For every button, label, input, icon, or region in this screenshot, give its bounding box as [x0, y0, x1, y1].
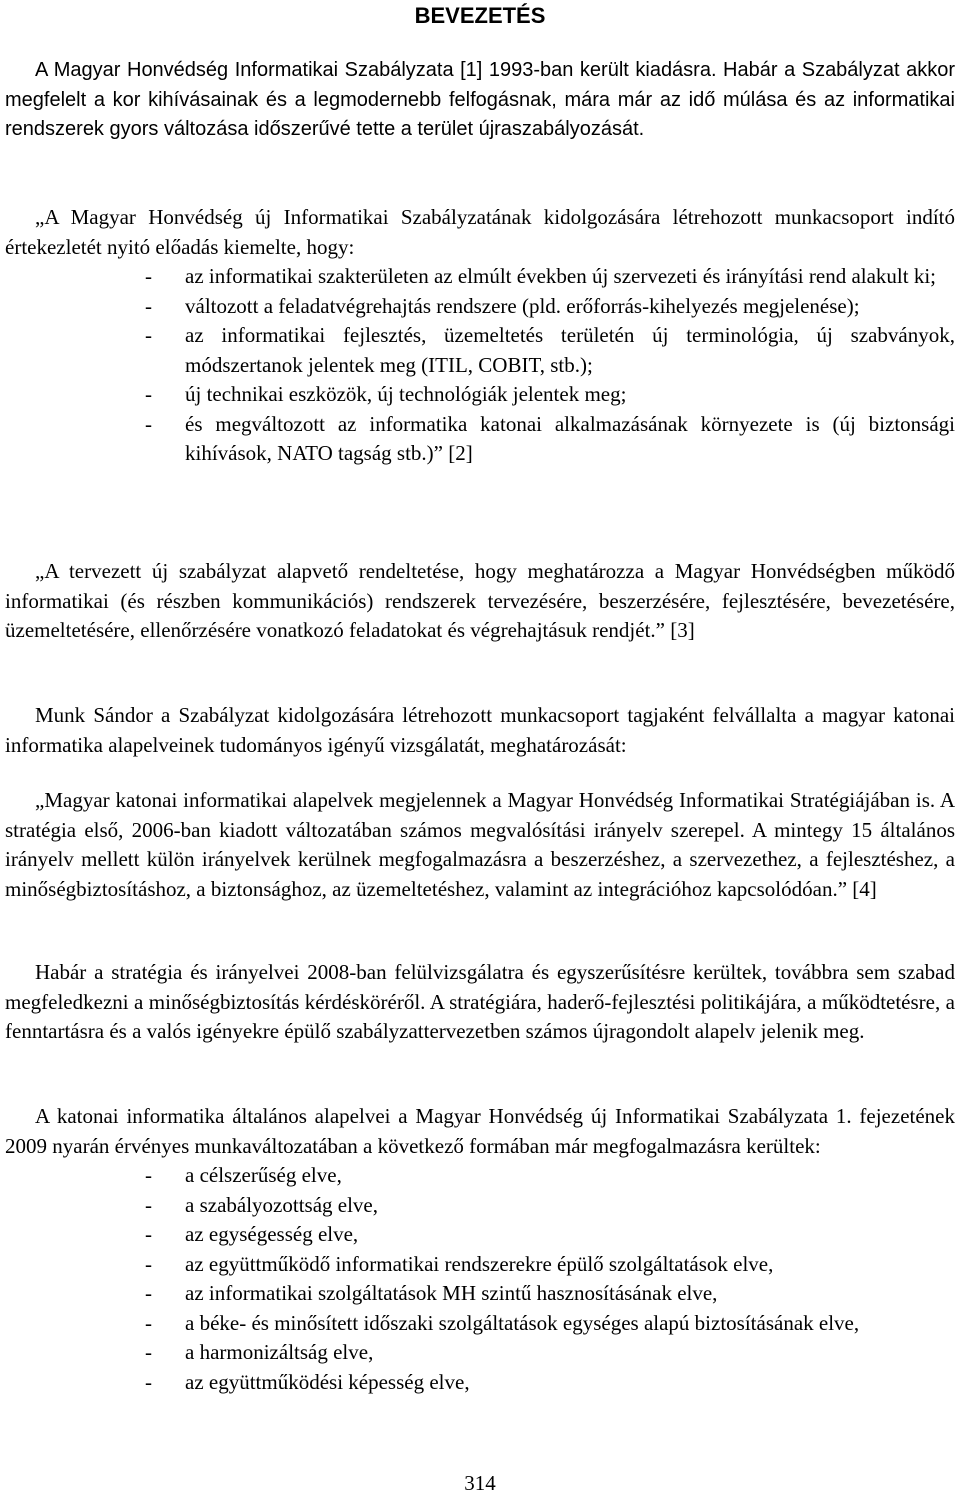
dash-marker: -	[145, 1163, 152, 1187]
list-item	[5, 1279, 955, 1309]
dash-marker: -	[145, 411, 152, 436]
quote3-block	[5, 786, 955, 904]
para-2008-block	[5, 958, 955, 1047]
list-item	[5, 1338, 955, 1368]
list-item-text: új technikai eszközök, új technológiák jelentek meg;	[185, 382, 627, 406]
list-item-text: a szabályozottság elve,	[185, 1192, 378, 1217]
page-number: 314	[464, 1471, 496, 1495]
munk-paragraph: Munk Sándor a Szabályzat kidolgozására létrehozott munkacsoport tagjaként felvállalta a magyar katonai informatika alapelveinek tudományos igényű vizsgálatát, meghatározását:	[5, 703, 955, 757]
dash-marker: -	[145, 382, 152, 406]
intro-paragraph: A Magyar Honvédség Informatikai Szabályzata [1] 1993-ban került kiadásra. Habár a Szabályzat akkor megfelelt a kor kihívásainak és a legmodernebb felfogásnak, mára már az idő múlása és az informatikai rendszerek gyors változása időszerűvé tette a terület újraszabályozását.	[5, 59, 955, 140]
list-item	[5, 1220, 955, 1250]
quote3-paragraph: „Magyar katonai informatikai alapelvek megjelennek a Magyar Honvédség Informatikai Stratégiájában is. A stratégia első, 2006-ban kiadott változatában számos megvalósítási irányelv szerepel. A mintegy 15 általános irányelv mellett külön irányelvek kerülnek megfogalmazásra a beszerzéshez, a szervezethez, a fejlesztéshez, a minőségbiztosításhoz, a biztonsághoz, az üzemeltetéshez, valamint az integrációhoz kapcsolódóan.” [4]	[5, 788, 955, 901]
list-item	[5, 1250, 955, 1280]
list-item-text: a célszerűség elve,	[185, 1163, 342, 1187]
dash-marker: -	[145, 1251, 152, 1276]
dash-marker: -	[145, 1310, 152, 1335]
section-heading: BEVEZETÉS	[414, 3, 546, 28]
dash-marker: -	[145, 323, 152, 347]
list-item	[5, 410, 955, 469]
dash-marker: -	[145, 264, 152, 288]
list-item-text: az informatikai szolgáltatások MH szintű hasznosításának elve,	[185, 1281, 718, 1305]
dash-marker: -	[145, 1192, 152, 1217]
list-item-text: és megváltozott az informatika katonai alkalmazásának környezete is (új biztonsági kihívások, NATO tagság stb.)” [2]	[185, 411, 955, 465]
list-item	[5, 1191, 955, 1221]
para-2008: Habár a stratégia és irányelvei 2008-ban felülvizsgálatra és egyszerűsítésre kerültek, továbbra sem szabad megfeledkezni a minőségbiztosítás kérdésköréről. A stratégiára, haderő-fejlesztési politikájára, a működtetésre, a fenntartásra és a valós igényekre épülő szabályzattervezetben számos újragondolt alapelv jelenik meg.	[5, 960, 955, 1043]
para-2009: A katonai informatika általános alapelvei a Magyar Honvédség új Informatikai Szabályzata 1. fejezetének 2009 nyarán érvényes munkaváltozatában a következő formában már megfogalmazásra kerültek:	[5, 1104, 955, 1158]
list-item-text: az informatikai szakterületen az elmúlt években új szervezeti és irányítási rend alakult ki;	[185, 264, 937, 288]
principles-block	[5, 1102, 955, 1397]
dash-marker: -	[145, 1281, 152, 1305]
dash-marker: -	[145, 293, 152, 318]
dash-marker: -	[145, 1222, 152, 1246]
dash-marker: -	[145, 1340, 152, 1364]
list-item-text: változott a feladatvégrehajtás rendszere (pld. erőforrás-kihelyezés megjelenése);	[185, 293, 860, 318]
dash-marker: -	[145, 1369, 152, 1394]
list-item	[5, 262, 955, 292]
list-item	[5, 380, 955, 410]
intro-block	[5, 56, 955, 145]
quote2-paragraph: „A tervezett új szabályzat alapvető rendeltetése, hogy meghatározza a Magyar Honvédségben működő informatikai (és részben kommunikációs) rendszerek tervezésére, beszerzésére, fejlesztésére, bevezetésére, üzemeltetésére, ellenőrzésére vonatkozó feladatokat és végrehajtásuk rendjét.” [3]	[5, 559, 955, 642]
list-item	[5, 1161, 955, 1191]
list-item-text: az együttműködési képesség elve,	[185, 1369, 470, 1394]
list-item-text: az egységesség elve,	[185, 1222, 359, 1246]
munk-block	[5, 701, 955, 760]
quote1-block	[5, 203, 955, 469]
list-item	[5, 292, 955, 322]
list-item	[5, 321, 955, 380]
list-item-text: a béke- és minősített időszaki szolgáltatások egységes alapú biztosításának elve,	[185, 1310, 860, 1335]
quote2-block	[5, 557, 955, 646]
principles-list	[5, 1161, 955, 1397]
quote1-list	[5, 262, 955, 469]
list-item-text: az informatikai fejlesztés, üzemeltetés területén új terminológia, új szabványok, módszertanok jelentek meg (ITIL, COBIT, stb.);	[185, 323, 955, 377]
list-item-text: az együttműködő informatikai rendszerekre épülő szolgáltatások elve,	[185, 1251, 774, 1276]
list-item-text: a harmonizáltság elve,	[185, 1340, 374, 1364]
list-item	[5, 1368, 955, 1398]
list-item	[5, 1309, 955, 1339]
quote1-lead: „A Magyar Honvédség új Informatikai Szabályzatának kidolgozására létrehozott munkacsoport indító értekezletét nyitó előadás kiemelte, hogy:	[5, 205, 955, 259]
